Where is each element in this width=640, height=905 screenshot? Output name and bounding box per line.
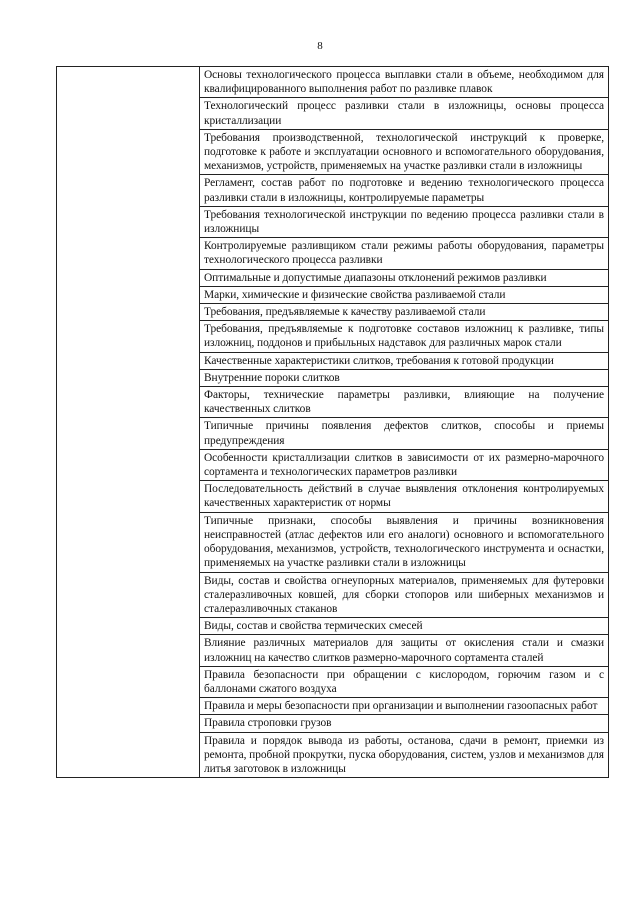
knowledge-item: Виды, состав и свойства термических смесей xyxy=(200,618,609,635)
knowledge-item: Последовательность действий в случае выявления отклонения контролируемых качественных характеристик от нормы xyxy=(200,481,609,512)
knowledge-item: Технологический процесс разливки стали в изложницы, основы процесса кристаллизации xyxy=(200,98,609,129)
knowledge-item: Требования технологической инструкции по ведению процесса разливки стали в изложницы xyxy=(200,206,609,237)
knowledge-item: Правила строповки грузов xyxy=(200,715,609,732)
knowledge-item: Правила и порядок вывода из работы, останова, сдачи в ремонт, приемки из ремонта, пробной прокрутки, пуска оборудования, систем, узлов и механизмов для литья заготовок в изложницы xyxy=(200,732,609,778)
knowledge-item: Типичные причины появления дефектов слитков, способы и приемы предупреждения xyxy=(200,418,609,449)
knowledge-item: Марки, химические и физические свойства разливаемой стали xyxy=(200,286,609,303)
knowledge-item: Правила и меры безопасности при организации и выполнении газоопасных работ xyxy=(200,698,609,715)
knowledge-table xyxy=(56,66,609,778)
knowledge-item: Требования производственной, технологической инструкций к проверке, подготовке к работе и эксплуатации основного и вспомогательного оборудования, механизмов, устройств, применяемых на участке разливки стали в изложницы xyxy=(200,129,609,175)
knowledge-item: Типичные признаки, способы выявления и причины возникновения неисправностей (атлас дефектов или его аналоги) основного и вспомогательного оборудования, механизмов, устройств, технологического инструмента и оснастки, применяемых на участке разливки стали в изложницы xyxy=(200,512,609,572)
knowledge-item: Особенности кристаллизации слитков в зависимости от их размерно-марочного сортамента и технологических параметров разливки xyxy=(200,449,609,480)
page-number: 8 xyxy=(317,40,323,52)
knowledge-item: Требования, предъявляемые к качеству разливаемой стали xyxy=(200,304,609,321)
knowledge-item: Влияние различных материалов для защиты от окисления стали и смазки изложниц на качество слитков размерно-марочного сортамента сталей xyxy=(200,635,609,666)
knowledge-item: Правила безопасности при обращении с кислородом, горючим газом и с баллонами сжатого воздуха xyxy=(200,666,609,697)
knowledge-item: Качественные характеристики слитков, требования к готовой продукции xyxy=(200,352,609,369)
knowledge-item: Регламент, состав работ по подготовке и ведению технологического процесса разливки стали в изложницы, контролируемые параметры xyxy=(200,175,609,206)
section-label-cell xyxy=(57,67,200,778)
knowledge-item: Основы технологического процесса выплавки стали в объеме, необходимом для квалифицированного выполнения работ по разливке плавок xyxy=(200,67,609,98)
knowledge-item: Оптимальные и допустимые диапазоны отклонений режимов разливки xyxy=(200,269,609,286)
knowledge-item: Требования, предъявляемые к подготовке составов изложниц к разливке, типы изложниц, поддонов и прибыльных надставок для различных марок стали xyxy=(200,321,609,352)
knowledge-item: Виды, состав и свойства огнеупорных материалов, применяемых для футеровки сталеразливочных ковшей, для сборки стопоров или шиберных механизмов и сталеразливочных стаканов xyxy=(200,572,609,618)
table-row xyxy=(57,67,609,98)
knowledge-item: Факторы, технические параметры разливки, влияющие на получение качественных слитков xyxy=(200,387,609,418)
knowledge-item: Внутренние пороки слитков xyxy=(200,369,609,386)
knowledge-item: Контролируемые разливщиком стали режимы работы оборудования, параметры технологического процесса разливки xyxy=(200,238,609,269)
